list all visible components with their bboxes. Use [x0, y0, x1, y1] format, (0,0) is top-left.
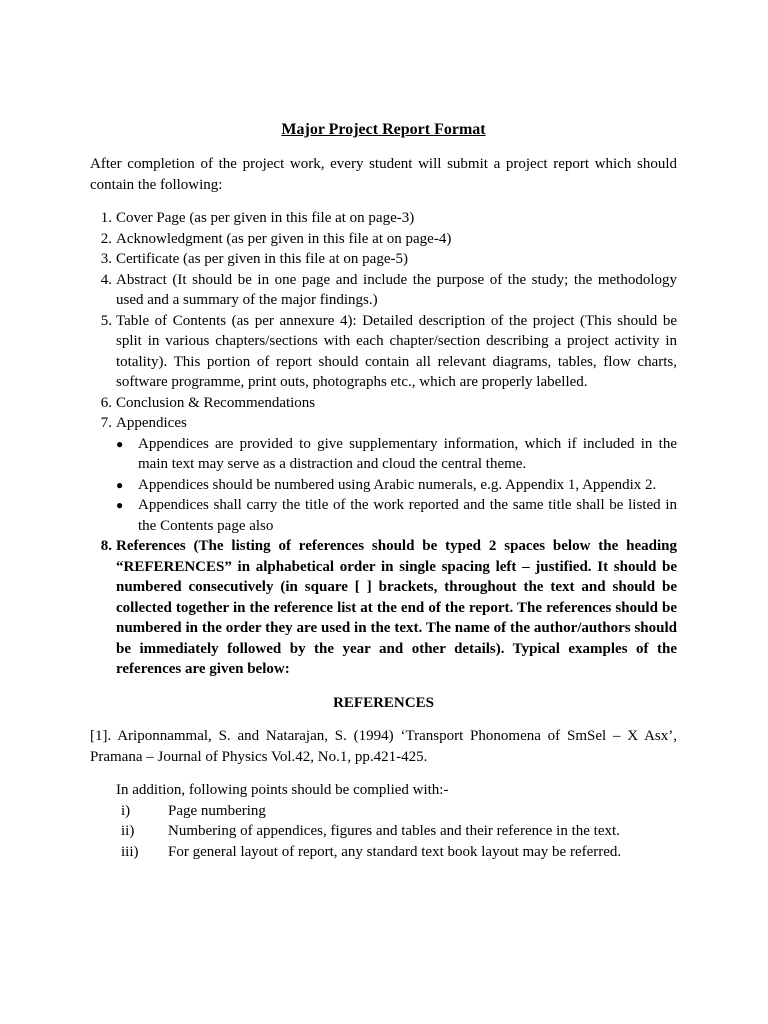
list-number: 1. — [100, 210, 112, 226]
bullet-icon: ● — [116, 436, 124, 451]
additional-points-lead: In addition, following points should be complied with:- — [116, 782, 449, 798]
roman-item — [116, 821, 677, 842]
appendix-bullet-list — [116, 434, 677, 537]
bullet-icon: ● — [116, 498, 124, 512]
roman-item — [116, 842, 677, 863]
list-item-text: References (The listing of references should be typed 2 spaces below the heading “REFERENCES” in alphabetical order in single spacing left – justified. It should be numbered consecutively (in square [ ] brackets, throughout the text and should be collected together in the reference list at the end of the report. The references should be numbered in the order they are used in the text. The name of the author/authors should be immediately followed by the year and other details). Typical examples of the references are given below: — [116, 538, 677, 677]
list-number: 4. — [100, 271, 112, 288]
list-item-text: Table of Contents (as per annexure 4): Detailed description of the project (This should be split in various chapters/sections with each chapter/section describing a project activity in totality). This portion of report should contain all relevant diagrams, tables, flow charts, software programme, print outs, photographs etc., which are properly labelled. — [116, 312, 677, 390]
roman-item-text: Numbering of appendices, figures and tables and their reference in the text. — [168, 823, 620, 839]
roman-item-text: Page numbering — [168, 802, 266, 819]
intro-paragraph: After completion of the project work, every student will submit a project report which should contain the following: — [90, 156, 677, 193]
list-item-text: Appendices — [116, 415, 187, 431]
bullet-icon: ● — [116, 477, 124, 492]
list-number: 2. — [100, 230, 112, 247]
list-number: 5. — [100, 312, 112, 329]
roman-number: ii) — [121, 823, 135, 839]
roman-item — [116, 801, 677, 822]
requirements-list — [90, 208, 677, 680]
list-item — [90, 249, 677, 270]
reference-entry: [1]. Ariponnammal, S. and Natarajan, S. (1994) ‘Transport Phonomena of SmSel – X Asx’, Pramana – Journal of Physics Vol.42, No.1, pp.421-425. — [90, 728, 677, 765]
list-number: 3. — [100, 251, 112, 267]
list-item-text: Cover Page (as per given in this file at on page-3) — [116, 210, 415, 226]
list-item — [90, 393, 677, 414]
list-item-text: Abstract (It should be in one page and include the purpose of the study; the methodology used and a summary of the major findings.) — [116, 271, 677, 308]
roman-list — [116, 801, 677, 863]
roman-number: iii) — [121, 843, 139, 860]
bullet-item — [116, 434, 677, 475]
list-item — [90, 536, 677, 680]
list-number: 6. — [100, 394, 112, 411]
additional-points — [90, 780, 677, 862]
list-number: 8. — [100, 538, 112, 554]
list-item — [90, 311, 677, 393]
references-heading: REFERENCES — [333, 694, 434, 711]
list-item-text: Conclusion & Recommendations — [116, 394, 316, 411]
list-item — [90, 413, 677, 536]
list-item-text: Acknowledgment (as per given in this file at on page-4) — [116, 230, 452, 247]
list-item — [90, 229, 677, 250]
list-item — [90, 208, 677, 229]
bullet-text: Appendices should be numbered using Arabic numerals, e.g. Appendix 1, Appendix 2. — [138, 476, 657, 493]
list-item — [90, 270, 677, 311]
list-item-text: Certificate (as per given in this file at on page-5) — [116, 251, 408, 267]
bullet-text: Appendices are provided to give supplementary information, which if included in the main text may serve as a distraction and cloud the central theme. — [138, 435, 677, 472]
bullet-text: Appendices shall carry the title of the work reported and the same title shall be listed in the Contents page also — [138, 497, 677, 534]
bullet-item — [116, 495, 677, 536]
roman-number: i) — [121, 802, 131, 819]
roman-item-text: For general layout of report, any standard text book layout may be referred. — [168, 843, 622, 860]
page-title: Major Project Report Format — [281, 121, 486, 138]
document-page — [90, 118, 677, 862]
list-number: 7. — [100, 415, 112, 431]
bullet-item — [116, 475, 677, 496]
